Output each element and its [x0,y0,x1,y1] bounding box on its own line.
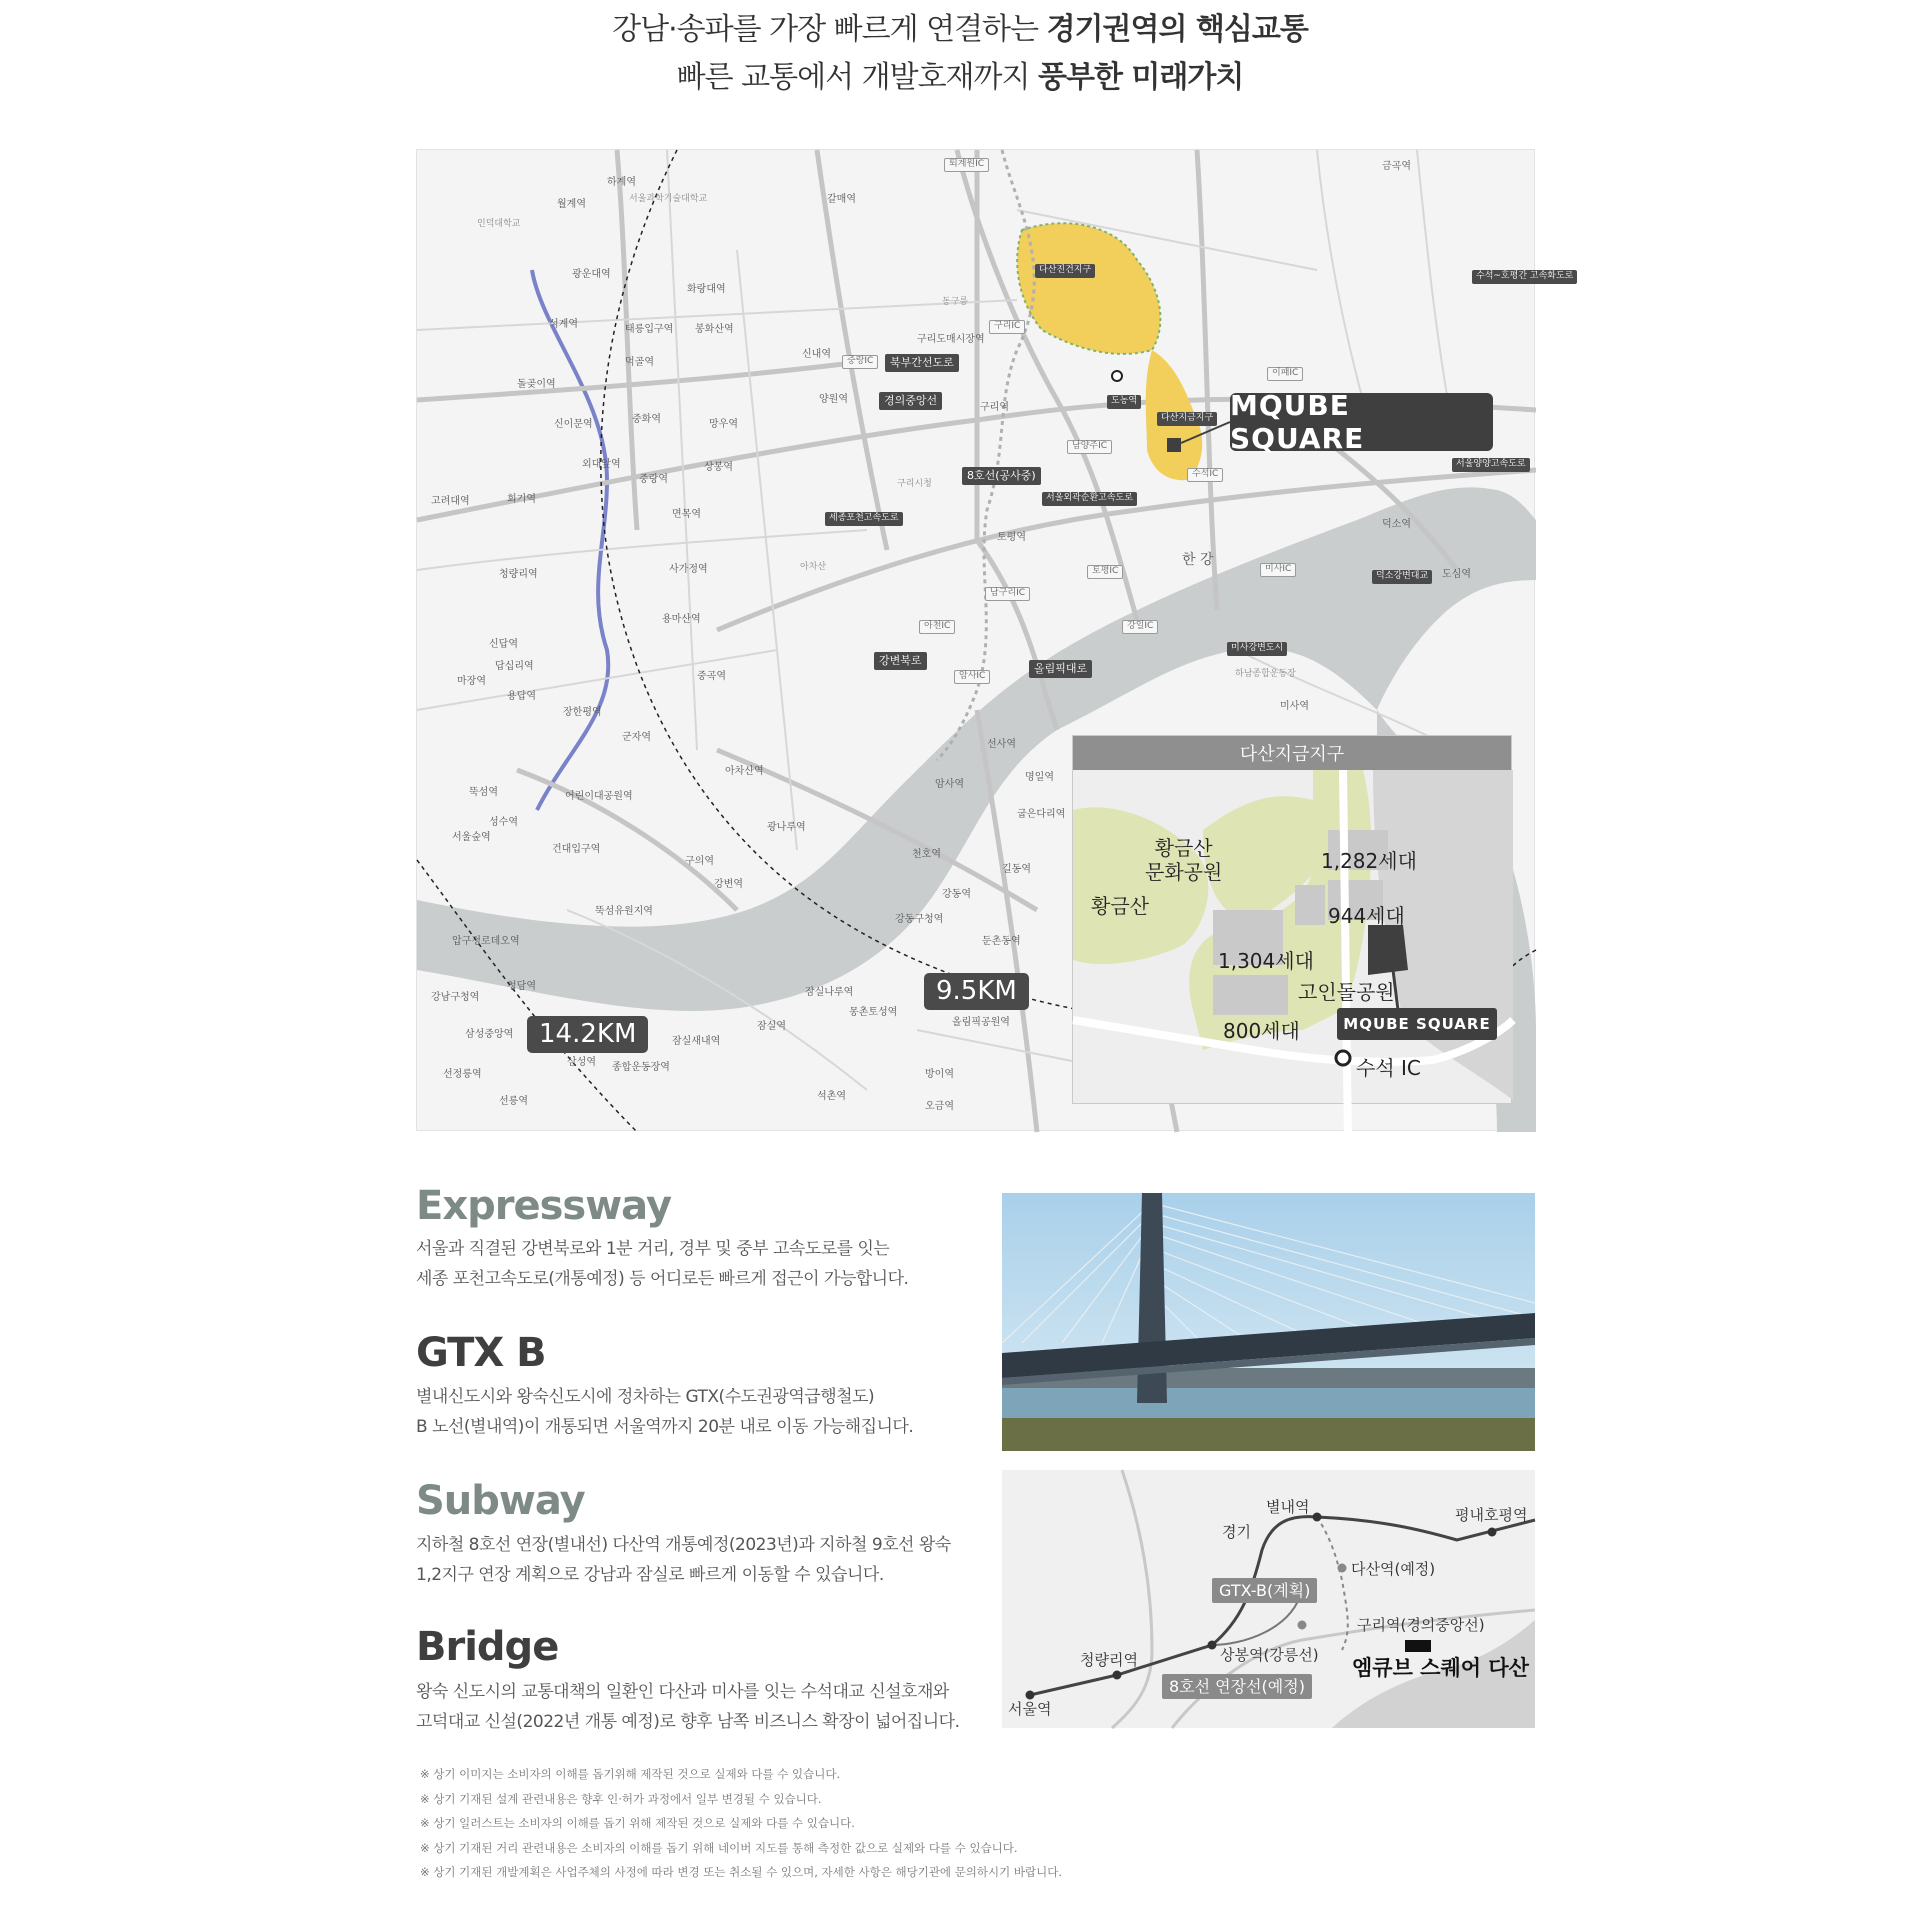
bridge-photo [1002,1193,1535,1451]
map-label: 서울과학기술대학교 [629,194,708,204]
map-label: 길동역 [1002,864,1031,875]
inset-label-1304: 1,304세대 [1218,949,1314,973]
tag-outer-ring: 서울외곽순환고속도로 [1042,492,1137,506]
map-label: 종합운동장역 [612,1062,670,1073]
map-label: 삼성중앙역 [465,1029,514,1040]
tag-line8: 8호선(공사중) [962,467,1041,485]
map-label: 천호역 [912,849,941,860]
map-label: 토평역 [997,532,1026,543]
map-label: 도심역 [1442,569,1471,580]
route-label-dasan: 다산역(예정) [1351,1560,1436,1578]
ic-box: 미사IC [1260,563,1296,577]
map-label: 석계역 [549,319,578,330]
section-body-bridge: 왕숙 신도시의 교통대책의 일환인 다산과 미사를 잇는 수석대교 신설호재와 고덕대교 신설(2022년 개통 예정)로 향후 남쪽 비즈니스 확장이 넓어집니다. [416,1682,960,1732]
map-label: 태릉입구역 [625,324,674,335]
tag-bukbu-expressway: 북부간선도로 [885,354,959,372]
map-label: 면목역 [672,509,701,520]
route-label-pyeongnae: 평내호평역 [1455,1506,1528,1524]
map-label: 신답역 [489,639,518,650]
map-label: 하계역 [607,177,636,188]
map-label: 명일역 [1025,772,1054,783]
section-body-gtx-b: 별내신도시와 왕숙신도시에 정차하는 GTX(수도권광역급행철도) B 노선(별내역)이 개통되면 서울역까지 20분 내로 이동 가능해집니다. [416,1387,914,1437]
route-brand-label: 엠큐브 스퀘어 다산 [1352,1656,1529,1680]
map-label: 용마산역 [662,614,701,625]
tag-olympic-daero: 올림픽대로 [1029,660,1092,678]
route-label-byeollae: 별내역 [1266,1498,1310,1516]
map-label: 금곡역 [1382,161,1411,172]
ic-box: 구리IC [989,320,1025,334]
tag-dasan-jingeon: 다산진건지구 [1035,264,1095,278]
map-label: 상봉역 [704,462,733,473]
ic-box: 중랑IC [842,355,878,369]
map-label: 용답역 [507,691,536,702]
map-label: 뚝섬유원지역 [595,906,653,917]
route-tag-gtxb: GTX-B(계획) [1212,1578,1317,1603]
map-label: 잠실나루역 [805,987,854,998]
section-title-gtx-b: GTX B [416,1330,546,1376]
ic-box: 퇴계원IC [944,158,989,172]
map-label: 암사역 [935,779,964,790]
location-map [416,149,1574,1131]
map-label: 올림픽공원역 [952,1017,1010,1028]
map-label: 구의역 [685,856,714,867]
tag-suseok-hopyeong: 수석~호평간 고속화도로 [1472,270,1577,284]
map-label: 양원역 [819,394,848,405]
tag-gangbyeonbukro: 강변북로 [874,652,927,670]
distance-badge-14-2km: 14.2KM [527,1016,648,1053]
section-title-bridge: Bridge [416,1624,559,1670]
map-label: 강남구청역 [431,992,480,1003]
headline-line2: 빠른 교통에서 개발호재까지 풍부한 미래가치 [676,60,1244,95]
route-tag-line8ext: 8호선 연장선(예정) [1162,1674,1312,1699]
headline-line1: 강남·송파를 가장 빠르게 연결하는 경기권역의 핵심교통 [612,12,1308,47]
map-label: 서울숲역 [452,832,491,843]
note-item: ※ 상기 일러스트는 소비자의 이해를 돕기 위해 제작된 것으로 실제와 다를 수 있습니다. [420,1816,855,1830]
map-label: 망우역 [709,419,738,430]
ic-box: 수석IC [1187,468,1223,482]
section-title-subway: Subway [416,1478,585,1524]
jungnang-stream [532,270,608,810]
map-label: 장한평역 [563,707,602,718]
map-label: 월계역 [557,199,586,210]
map-label: 청담역 [507,981,536,992]
route-label-cheongnyangni: 청량리역 [1080,1651,1138,1669]
ic-box: 암사IC [954,670,990,684]
note-item: ※ 상기 기재된 거리 관련내용은 소비자의 이해를 돕기 위해 네이버 지도를 통해 측정한 값으로 실제와 다를 수 있습니다. [420,1840,1018,1855]
map-label: 중화역 [632,414,661,425]
map-label: 잠실새내역 [672,1036,721,1047]
map-label: 외대앞역 [582,459,621,470]
map-label: 뚝섬역 [469,787,498,798]
tag-seoul-yangyang: 서울양양고속도로 [1452,458,1530,472]
map-label: 아차산역 [725,766,764,777]
map-label: 먹골역 [625,357,654,368]
inset-label-1282: 1,282세대 [1321,849,1417,873]
route-label-gyeonggi: 경기 [1222,1523,1251,1541]
map-label: 인덕대학교 [477,219,521,229]
inset-title: 다산지금지구 [1073,736,1511,770]
map-label: 한 강 [1182,552,1214,568]
map-label: 삼성역 [567,1057,596,1068]
map-label: 마장역 [457,676,486,687]
tag-deokso-bridge: 덕소강변대교 [1372,570,1432,584]
map-label: 굽은다리역 [1017,809,1066,820]
map-label: 답십리역 [495,661,534,672]
map-label: 선정릉역 [443,1069,482,1080]
inset-label-944: 944세대 [1328,904,1405,928]
map-label: 건대입구역 [552,844,601,855]
map-label: 하남종합운동장 [1235,669,1296,679]
ic-box: 토평IC [1087,565,1123,579]
ic-box: 남양주IC [1067,440,1112,454]
route-label-guri: 구리역(경의중앙선) [1357,1616,1485,1634]
map-label: 구리역 [980,402,1009,413]
inset-label-goindol-park: 고인돌공원 [1298,980,1395,1004]
map-label: 오금역 [925,1101,954,1112]
ic-box: 강일IC [1122,620,1158,634]
route-map [1002,1470,1535,1728]
map-label: 고려대역 [431,496,470,507]
map-label: 청량리역 [499,569,538,580]
disclaimer-notes [420,1762,1062,1885]
donong-marker [1112,371,1122,381]
inset-map-dasan-jigeum [1072,735,1512,1104]
map-label: 강변역 [714,879,743,890]
inset-label-suseok-ic: 수석 IC [1356,1056,1421,1080]
map-label: 방이역 [925,1069,954,1080]
note-item: ※ 상기 기재된 설계 관련내용은 향후 인·허가 과정에서 일부 변경될 수 있습니다. [420,1791,822,1806]
map-label: 동구릉 [942,297,969,307]
map-label: 회기역 [507,494,536,505]
map-label: 구리시청 [897,479,932,489]
map-label: 갈매역 [827,194,856,205]
map-label: 중랑역 [639,474,668,485]
inset-label-park: 황금산 문화공원 [1145,836,1223,884]
inset-label-mountain: 황금산 [1091,894,1149,918]
map-label: 강동구청역 [895,914,944,925]
ic-box: 이패IC [1267,367,1303,381]
tag-misa-riverside: 미사강변도시 [1227,642,1287,656]
route-label-sangbong: 상봉역(강릉선) [1220,1646,1319,1664]
map-label: 구리도매시장역 [917,334,985,345]
note-item: ※ 상기 기재된 개발계획은 사업주체의 사정에 따라 변경 또는 취소될 수 있으며, 자세한 사항은 해당기관에 문의하시기 바랍니다. [420,1865,1062,1879]
map-label: 어린이대공원역 [565,791,633,802]
map-label: 신이문역 [554,419,593,430]
section-body-expressway: 서울과 직결된 강변북로와 1분 거리, 경부 및 중부 고속도로를 잇는 세종 포천고속도로(개통예정) 등 어디로든 빠르게 접근이 가능합니다. [416,1239,909,1289]
map-label: 몽촌토성역 [849,1007,898,1018]
map-label: 아차산 [800,562,827,572]
dasan-jingeon-zone [1017,223,1160,354]
map-label: 둔촌동역 [982,936,1021,947]
tag-dasan-jigeum: 다산지금지구 [1157,412,1217,426]
ic-box: 아천IC [919,620,955,634]
tag-donong: 도농역 [1107,395,1141,409]
inset-brand-badge: MQUBE SQUARE [1337,1008,1497,1040]
note-item: ※ 상기 이미지는 소비자의 이해를 돕기위해 제작된 것으로 실제와 다를 수 있습니다. [420,1767,841,1781]
map-label: 돌곶이역 [517,379,556,390]
map-label: 미사역 [1280,701,1309,712]
inset-label-800: 800세대 [1223,1019,1300,1043]
map-label: 군자역 [622,732,651,743]
section-title-expressway: Expressway [416,1183,672,1229]
tag-sejong-pocheon: 세종포천고속도로 [825,512,903,526]
map-label: 선사역 [987,739,1016,750]
map-label: 광나루역 [767,822,806,833]
map-label: 신내역 [802,349,831,360]
map-label: 중곡역 [697,671,726,682]
map-label: 화랑대역 [687,284,726,295]
map-label: 잠실역 [757,1021,786,1032]
map-label: 압구정로데오역 [452,936,520,947]
section-body-subway: 지하철 8호선 연장(별내선) 다산역 개통예정(2023년)과 지하철 9호선 왕숙 1,2지구 연장 계획으로 강남과 잠실로 빠르게 이동할 수 있습니다. [416,1535,951,1585]
mqube-square-callout: MQUBE SQUARE [1230,393,1493,451]
distance-badge-9-5km: 9.5KM [924,973,1029,1010]
site-marker [1167,438,1181,452]
ic-box: 남구리IC [985,587,1030,601]
map-label: 선릉역 [499,1096,528,1107]
map-label: 광운대역 [572,269,611,280]
tag-gyeongui-line: 경의중앙선 [879,392,942,410]
map-label: 석촌역 [817,1091,846,1102]
route-label-seoul: 서울역 [1008,1700,1052,1718]
map-label: 강동역 [942,889,971,900]
map-label: 덕소역 [1382,519,1411,530]
map-label: 봉화산역 [695,324,734,335]
map-label: 사가정역 [669,564,708,575]
map-label: 성수역 [489,817,518,828]
